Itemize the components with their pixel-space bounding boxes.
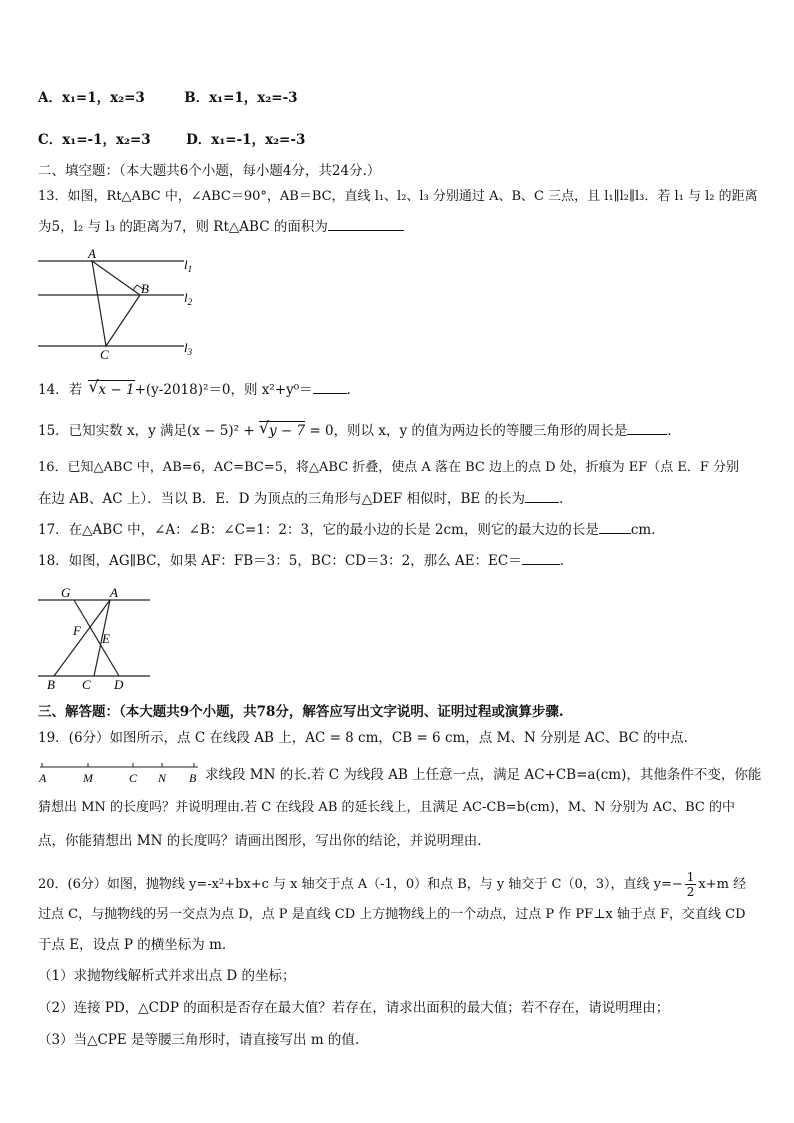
- q13-label-b: B: [141, 281, 149, 296]
- q19-line-3: 猜想出 MN 的长度吗？并说明理由.若 C 在线段 AB 的延长线上，且满足 AC-CB=b(cm)，M、N 分别为 AC、BC 的中: [38, 800, 735, 815]
- q15-end: ．: [667, 423, 681, 439]
- q18-label-d: D: [114, 677, 124, 692]
- q17-text: 17．在△ABC 中，∠A：∠B：∠C=1：2：3，它的最小边的长是 2cm，则它的最大边的长是: [38, 522, 599, 538]
- q14-mid: +(y-2018)²＝0，则 x²+y⁰＝: [134, 382, 313, 398]
- option-a: A．x₁=1，x₂=3: [38, 90, 145, 106]
- q20-frac-den: 2: [686, 885, 695, 899]
- q13-label-l2: $l_2$: [184, 290, 193, 307]
- option-c: C．x₁=-1，x₂=3: [38, 132, 151, 148]
- q13-answer-blank: [328, 218, 404, 231]
- q13-label-a: A: [88, 248, 96, 261]
- q13-label-l3: $l_3$: [184, 340, 193, 357]
- q13-triangle: [92, 261, 140, 346]
- q19-label-a: A: [39, 771, 47, 785]
- q15-expr: (x − 5)² +: [187, 423, 259, 439]
- option-b: B．x₁=1，x₂=-3: [184, 90, 298, 106]
- q16-text: 在边 AB、AC 上）．当以 B．E．D 为顶点的三角形与△DEF 相似时，BE 的长为: [38, 491, 526, 507]
- q15-sqrt: √ y − 7: [258, 418, 306, 439]
- q20-frac-num: 1: [686, 870, 695, 884]
- q19-label-m: M: [83, 771, 93, 785]
- q14: [38, 377, 758, 399]
- section-2-heading: 二、填空题：（本大题共6个小题，每小题4分，共24分.）: [38, 163, 381, 179]
- q13-line-1: 13．如图，Rt△ABC 中，∠ABC＝90°，AB＝BC，直线 l₁、l₂、l₃ 分别通过 A、B、C 三点，且 l₁∥l₂∥l₃．若 l₁ 与 l₂ 的距离: [38, 189, 758, 204]
- q14-answer-blank: [313, 381, 347, 394]
- q17-end: cm．: [630, 522, 665, 538]
- q18-label-c: C: [82, 677, 91, 692]
- q18-label-a: A: [110, 585, 118, 600]
- q14-radicand: x − 1: [98, 382, 135, 398]
- q13-text: 为5，l₂ 与 l₃ 的距离为7，则 Rt△ABC 的面积为: [38, 219, 328, 235]
- q15-eq: = 0: [305, 423, 334, 439]
- q18-text: 18．如图，AG∥BC，如果 AF：FB＝3：5，BC：CD＝3：2，那么 AE：EC＝: [38, 553, 522, 569]
- q15-answer-blank: [627, 422, 667, 435]
- q17: [38, 521, 758, 539]
- q15-prefix: 15．已知实数 x，y 满足: [38, 423, 188, 439]
- q20-sub-2: （2）连接 PD，△CDP 的面积是否存在最大值？若存在，请求出面积的最大值；若不存在，请说明理由；: [38, 1000, 670, 1016]
- q20-text-a: 20．(6分）如图，抛物线 y=-x²+bx+c 与 x 轴交于点 A（-1，0）和点 B，与 y 轴交于 C（0，3），直线 y=−: [38, 877, 683, 892]
- q19-label-b: B: [189, 771, 197, 785]
- q20-text-b: x+m 经: [698, 877, 747, 892]
- q13-figure: [36, 248, 206, 360]
- options-row-2: [38, 131, 758, 149]
- q18: [38, 552, 758, 570]
- q19-line-2: 求线段 MN 的长.若 C 为线段 AB 上任意一点，满足 AC+CB=a(cm)，其他条件不变，你能: [205, 767, 762, 783]
- options-row-1: [38, 89, 758, 107]
- option-d: D．x₁=-1，x₂=-3: [186, 132, 306, 148]
- q20-line-2: 过点 C，与抛物线的另一交点为点 D，点 P 是直线 CD 上方抛物线上的一个动点，过点 P 作 PF⊥x 轴于点 F，交直线 CD: [38, 907, 746, 922]
- q14-sqrt: √ x − 1: [88, 377, 135, 398]
- q15: [38, 418, 758, 440]
- q20-sub-3: （3）当△CPE 是等腰三角形时，请直接写出 m 的值.: [38, 1032, 360, 1048]
- q20-sub-1: （1）求抛物线解析式并求出点 D 的坐标；: [38, 968, 296, 984]
- q13-label-c: C: [100, 347, 109, 360]
- q19-figure: [38, 759, 202, 787]
- q17-answer-blank: [599, 521, 631, 534]
- section-3-heading: 三、解答题：（本大题共9个小题，共78分，解答应写出文字说明、证明过程或演算步骤.: [38, 704, 564, 720]
- q14-prefix: 14．若: [38, 382, 83, 398]
- q18-label-b: B: [47, 677, 55, 692]
- q16-answer-blank: [525, 490, 559, 503]
- q15-suffix: ，则以 x，y 的值为两边长的等腰三角形的周长是: [333, 423, 628, 439]
- q20-line-1: [38, 870, 758, 899]
- q16-end: ．: [559, 491, 573, 507]
- q20-fraction: [685, 870, 697, 899]
- q19-label-n: N: [158, 771, 167, 785]
- q13-label-l1: $l_1$: [184, 257, 193, 274]
- q14-suffix: ．: [346, 382, 361, 398]
- q19-line-1: 19．(6分）如图所示，点 C 在线段 AB 上，AC = 8 cm，CB = 6 cm，点 M、N 分别是 AC、BC 的中点.: [38, 730, 688, 746]
- q18-label-g: G: [61, 585, 71, 600]
- q18-label-e: E: [102, 631, 110, 646]
- q18-figure: [36, 582, 154, 692]
- q16-line-2: [38, 490, 758, 508]
- q19-label-c: C: [129, 771, 138, 785]
- q19-line-4: 点，你能猜想出 MN 的长度吗？请画出图形，写出你的结论，并说明理由.: [38, 833, 482, 849]
- q15-radicand: y − 7: [268, 423, 306, 439]
- q13-line-2: [38, 218, 758, 236]
- q20-line-3: 于点 E，设点 P 的横坐标为 m.: [38, 937, 227, 953]
- q18-end: ．: [559, 553, 574, 569]
- q18-answer-blank: [522, 552, 560, 565]
- q16-line-1: 16．已知△ABC 中，AB=6，AC=BC=5，将△ABC 折叠，使点 A 落在 BC 边上的点 D 处，折痕为 EF（点 E．F 分别: [38, 460, 740, 475]
- q18-label-f: F: [73, 623, 81, 638]
